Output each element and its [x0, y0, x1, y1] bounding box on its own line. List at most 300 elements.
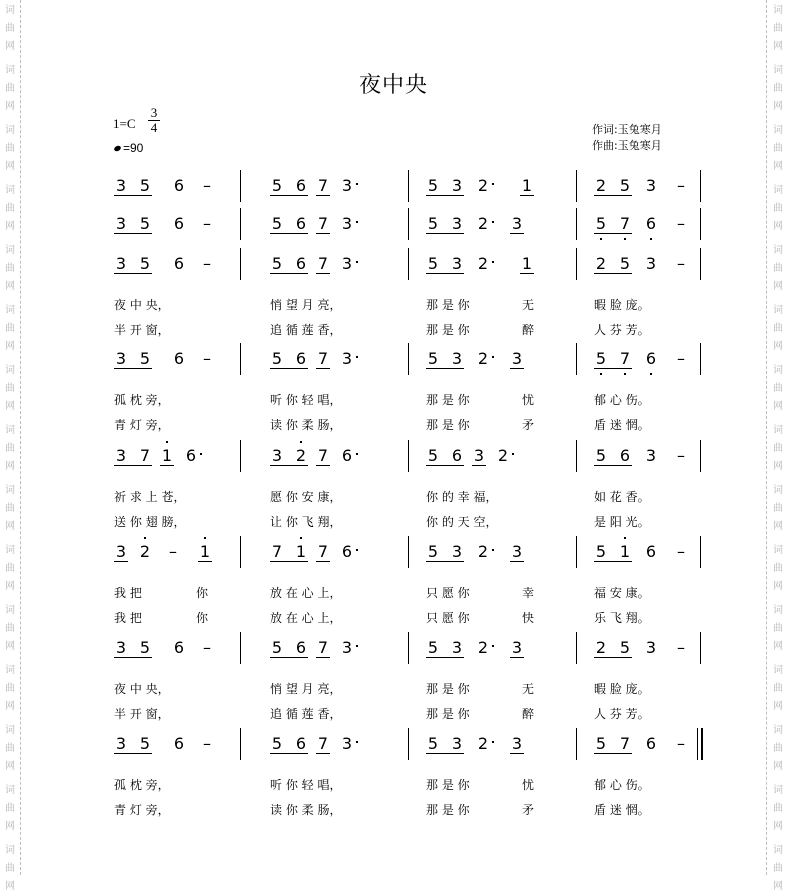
watermark-char: 网	[5, 281, 15, 292]
watermark-char: 曲	[773, 743, 783, 754]
watermark-char: 词	[5, 125, 15, 136]
note: 5	[595, 542, 607, 561]
beam-underline	[426, 273, 464, 274]
lyric-line-2: 只 愿 你	[426, 611, 470, 625]
watermark-char: 网	[773, 221, 783, 232]
barline	[408, 170, 409, 202]
lyric-line-1: 那 是 你	[426, 682, 470, 696]
beam-underline	[270, 561, 308, 562]
beam-underline	[594, 368, 632, 369]
high-octave-dot	[144, 537, 146, 539]
note: 2	[595, 638, 607, 657]
note: 6	[341, 446, 353, 465]
lyric-line-1: 夜 中 央，	[114, 298, 170, 312]
note: 7	[317, 446, 329, 465]
barline	[240, 536, 241, 568]
note: 5	[139, 638, 151, 657]
note: 5	[427, 734, 439, 753]
watermark-char: 词	[5, 245, 15, 256]
note: 3	[115, 214, 127, 233]
watermark-char: 曲	[5, 563, 15, 574]
beam-underline	[316, 233, 330, 234]
lyric-line-2: 放 在 心 上，	[270, 611, 342, 625]
watermark-char: 词	[773, 365, 783, 376]
note: 5	[271, 734, 283, 753]
note: 2	[477, 176, 489, 195]
note: 1	[619, 542, 631, 561]
note: 2	[295, 446, 307, 465]
lyric-line-1: 郁 心 伤。	[594, 393, 650, 407]
note: 3	[645, 446, 657, 465]
note: 3	[341, 214, 353, 233]
barline	[700, 440, 701, 472]
barline	[576, 728, 577, 760]
watermark-char: 网	[5, 701, 15, 712]
watermark-char: 曲	[773, 443, 783, 454]
note: 1	[521, 254, 533, 273]
beam-underline	[270, 368, 308, 369]
lyricist: 作词:玉兔寒月	[592, 123, 662, 136]
lyric-line-2: 那 是 你	[426, 707, 470, 721]
watermark-char: 曲	[5, 383, 15, 394]
barline	[408, 536, 409, 568]
barline	[240, 208, 241, 240]
note: 3	[473, 446, 485, 465]
watermark-char: 词	[5, 365, 15, 376]
high-octave-dot	[166, 441, 168, 443]
watermark-char: 词	[5, 605, 15, 616]
augmentation-dot	[492, 741, 494, 743]
barline	[700, 170, 701, 202]
beam-underline	[316, 657, 330, 658]
barline	[408, 208, 409, 240]
lyric-line-2: 乐 飞 翔。	[594, 611, 650, 625]
watermark-char: 曲	[5, 743, 15, 754]
note: 3	[645, 176, 657, 195]
lyric-line-2: 青 灯 旁，	[114, 803, 170, 817]
note: 2	[595, 176, 607, 195]
note: 3	[115, 734, 127, 753]
augmentation-dot	[356, 261, 358, 263]
lyric-line-1: 放 在 心 上，	[270, 586, 342, 600]
lyric-line-1: 那 是 你	[426, 393, 470, 407]
watermark-char: 词	[773, 425, 783, 436]
watermark-char: 网	[773, 461, 783, 472]
lyric-line-1: 夜 中 央，	[114, 682, 170, 696]
lyric-line-1: 暇 脸 庞。	[594, 682, 650, 696]
note: 3	[115, 446, 127, 465]
time-signature	[148, 106, 160, 135]
tempo-marking	[114, 141, 143, 155]
watermark-char: 网	[773, 881, 783, 892]
time-denominator: 4	[150, 120, 158, 135]
note: 5	[139, 349, 151, 368]
note: 3	[451, 214, 463, 233]
watermark-char: 曲	[773, 803, 783, 814]
quarter-note-icon	[113, 145, 121, 152]
note: 5	[595, 214, 607, 233]
watermark-char: 词	[773, 845, 783, 856]
note: 3	[341, 254, 353, 273]
watermark-char: 曲	[773, 143, 783, 154]
beam-underline	[114, 561, 128, 562]
high-octave-dot	[300, 537, 302, 539]
lyric-line-2: 青 灯 旁，	[114, 418, 170, 432]
note: 2	[497, 446, 509, 465]
lyric-line-2: 半 开 窗，	[114, 707, 170, 721]
watermark-char: 网	[773, 641, 783, 652]
watermark-char: 词	[5, 845, 15, 856]
low-octave-dot	[600, 238, 602, 240]
note: 6	[185, 446, 197, 465]
watermark-char: 词	[773, 605, 783, 616]
note: 6	[451, 446, 463, 465]
note: 5	[619, 176, 631, 195]
time-numerator: 3	[148, 106, 160, 121]
watermark-char: 网	[773, 581, 783, 592]
note: 3	[511, 638, 523, 657]
augmentation-dot	[356, 741, 358, 743]
beam-underline	[472, 465, 486, 466]
barline	[700, 248, 701, 280]
watermark-char: 曲	[773, 563, 783, 574]
barline	[700, 536, 701, 568]
notation-system	[0, 170, 787, 210]
note: 6	[341, 542, 353, 561]
barline	[408, 343, 409, 375]
note: 7	[317, 638, 329, 657]
watermark-char: 网	[5, 221, 15, 232]
note: 1	[521, 176, 533, 195]
watermark-char: 网	[5, 521, 15, 532]
notation-system	[0, 536, 787, 576]
note: –	[169, 542, 177, 561]
watermark-char: 曲	[773, 203, 783, 214]
note: 6	[295, 734, 307, 753]
watermark-char: 词	[773, 185, 783, 196]
lyric-line-1: 如 花 香。	[594, 490, 650, 504]
watermark-char: 曲	[773, 323, 783, 334]
beam-underline	[270, 273, 308, 274]
barline	[576, 170, 577, 202]
watermark-char: 词	[773, 245, 783, 256]
note: –	[203, 214, 211, 233]
note: 5	[427, 349, 439, 368]
watermark-char: 词	[773, 665, 783, 676]
beam-underline	[510, 368, 524, 369]
note: 3	[645, 254, 657, 273]
barline	[240, 440, 241, 472]
barline	[240, 632, 241, 664]
watermark-char: 网	[773, 701, 783, 712]
note: 2	[477, 542, 489, 561]
note: 3	[451, 254, 463, 273]
augmentation-dot	[492, 221, 494, 223]
note: 6	[173, 176, 185, 195]
watermark-char: 网	[5, 881, 15, 892]
note: 7	[271, 542, 283, 561]
watermark-char: 曲	[5, 263, 15, 274]
note: –	[677, 176, 685, 195]
watermark-char: 曲	[773, 83, 783, 94]
augmentation-dot	[492, 261, 494, 263]
barline	[576, 536, 577, 568]
note: 5	[139, 254, 151, 273]
barline	[700, 632, 701, 664]
watermark-char: 词	[773, 785, 783, 796]
beam-underline	[316, 561, 330, 562]
watermark-char: 词	[5, 65, 15, 76]
note: –	[677, 638, 685, 657]
low-octave-dot	[624, 238, 626, 240]
watermark-char: 曲	[5, 683, 15, 694]
watermark-char: 曲	[5, 323, 15, 334]
watermark-char: 词	[773, 5, 783, 16]
note: 5	[271, 214, 283, 233]
watermark-char: 曲	[5, 143, 15, 154]
augmentation-dot	[356, 183, 358, 185]
low-octave-dot	[650, 373, 652, 375]
lyric-line-2: 盾 迷 惘。	[594, 803, 650, 817]
note: 5	[271, 254, 283, 273]
watermark-char: 词	[5, 785, 15, 796]
beam-underline	[426, 657, 464, 658]
watermark-char: 网	[773, 41, 783, 52]
barline	[240, 343, 241, 375]
beam-underline	[510, 561, 524, 562]
watermark-char: 网	[5, 41, 15, 52]
lyric-line-1: 你 的 幸 福，	[426, 490, 498, 504]
watermark-char: 网	[773, 821, 783, 832]
watermark-char: 曲	[5, 623, 15, 634]
note: 3	[511, 349, 523, 368]
note: 3	[451, 734, 463, 753]
watermark-char: 词	[773, 125, 783, 136]
watermark-char: 词	[5, 425, 15, 436]
note: 6	[173, 254, 185, 273]
beam-underline	[114, 465, 152, 466]
watermark-char: 网	[5, 401, 15, 412]
beam-underline	[316, 368, 330, 369]
note: 7	[619, 349, 631, 368]
beam-underline	[270, 195, 308, 196]
lyric-line-1: 祈 求 上 苍，	[114, 490, 186, 504]
watermark-char: 词	[5, 545, 15, 556]
barline	[240, 248, 241, 280]
beam-underline	[114, 368, 152, 369]
low-octave-dot	[624, 373, 626, 375]
watermark-char: 词	[5, 485, 15, 496]
lyric-line-2: 那 是 你	[426, 803, 470, 817]
low-octave-dot	[650, 238, 652, 240]
high-octave-dot	[300, 441, 302, 443]
beam-underline	[510, 753, 524, 754]
lyric-line-1: 暇 脸 庞。	[594, 298, 650, 312]
barline	[408, 632, 409, 664]
note: 5	[427, 214, 439, 233]
note: 3	[451, 638, 463, 657]
beam-underline	[114, 657, 152, 658]
note: 7	[619, 214, 631, 233]
notation-system	[0, 343, 787, 383]
lyric-line-2: 是 阳 光。	[594, 515, 650, 529]
barline	[576, 632, 577, 664]
lyric-line-1: 听 你 轻 唱，	[270, 393, 342, 407]
note: 3	[271, 446, 283, 465]
beam-underline	[426, 753, 464, 754]
notation-system	[0, 248, 787, 288]
note: 6	[173, 214, 185, 233]
augmentation-dot	[356, 453, 358, 455]
note: 1	[161, 446, 173, 465]
note: 5	[271, 349, 283, 368]
lyric-line-2: 矛	[522, 803, 535, 817]
note: –	[203, 638, 211, 657]
watermark-char: 网	[773, 341, 783, 352]
note: 5	[139, 734, 151, 753]
beam-underline	[114, 195, 152, 196]
note: 7	[619, 734, 631, 753]
note: 2	[139, 542, 151, 561]
note: 5	[427, 542, 439, 561]
lyric-line-1: 郁 心 伤。	[594, 778, 650, 792]
note: 6	[173, 638, 185, 657]
watermark-char: 网	[5, 581, 15, 592]
lyric-line-2: 让 你 飞 翔，	[270, 515, 342, 529]
note: 5	[271, 638, 283, 657]
note: 6	[645, 542, 657, 561]
watermark-char: 曲	[5, 443, 15, 454]
beam-underline	[160, 465, 174, 466]
barline	[408, 728, 409, 760]
note: 7	[317, 176, 329, 195]
note: 6	[645, 214, 657, 233]
note: 6	[173, 734, 185, 753]
beam-underline	[594, 273, 632, 274]
lyric-line-2: 你 的 天 空，	[426, 515, 498, 529]
lyric-line-1: 福 安 康。	[594, 586, 650, 600]
note: 6	[295, 176, 307, 195]
lyric-line-1: 孤 枕 旁，	[114, 778, 170, 792]
barline	[576, 208, 577, 240]
beam-underline	[426, 561, 464, 562]
beam-underline	[270, 753, 308, 754]
note: 7	[139, 446, 151, 465]
note: 5	[427, 176, 439, 195]
barline	[576, 343, 577, 375]
lyric-line-2: 送 你 翅 膀，	[114, 515, 186, 529]
note: 5	[619, 254, 631, 273]
note: 6	[173, 349, 185, 368]
beam-underline	[594, 465, 632, 466]
lyric-line-1: 孤 枕 旁，	[114, 393, 170, 407]
lyric-line-1: 那 是 你	[426, 778, 470, 792]
watermark-char: 曲	[5, 863, 15, 874]
high-octave-dot	[624, 537, 626, 539]
note: –	[677, 349, 685, 368]
augmentation-dot	[356, 549, 358, 551]
note: 6	[619, 446, 631, 465]
notation-system	[0, 632, 787, 672]
note: 3	[115, 254, 127, 273]
beam-underline	[114, 753, 152, 754]
lyric-line-2: 你	[196, 611, 209, 625]
note: –	[203, 349, 211, 368]
watermark-char: 词	[5, 665, 15, 676]
note: 5	[427, 638, 439, 657]
note: 6	[295, 349, 307, 368]
note: 2	[477, 734, 489, 753]
lyric-line-2: 追 循 莲 香，	[270, 707, 342, 721]
watermark-char: 曲	[773, 863, 783, 874]
lyric-line-1: 听 你 轻 唱，	[270, 778, 342, 792]
watermark-char: 网	[773, 281, 783, 292]
lyric-line-2: 快	[522, 611, 535, 625]
note: 7	[317, 349, 329, 368]
note: 6	[295, 254, 307, 273]
lyric-line-2: 矛	[522, 418, 535, 432]
note: –	[203, 734, 211, 753]
lyric-line-2: 那 是 你	[426, 418, 470, 432]
note: 7	[317, 254, 329, 273]
note: 3	[341, 176, 353, 195]
note: –	[203, 254, 211, 273]
note: 2	[477, 638, 489, 657]
beam-underline	[426, 465, 464, 466]
watermark-char: 词	[773, 725, 783, 736]
watermark-char: 曲	[773, 623, 783, 634]
watermark-char: 网	[5, 761, 15, 772]
watermark-char: 网	[773, 761, 783, 772]
note: 3	[341, 638, 353, 657]
note: 6	[295, 638, 307, 657]
watermark-char: 网	[5, 461, 15, 472]
barline	[576, 440, 577, 472]
watermark-char: 曲	[5, 803, 15, 814]
lyric-line-1: 忧	[522, 778, 535, 792]
watermark-char: 网	[5, 341, 15, 352]
note: 3	[451, 176, 463, 195]
watermark-char: 曲	[773, 383, 783, 394]
lyric-line-1: 那 是 你	[426, 298, 470, 312]
beam-underline	[426, 368, 464, 369]
augmentation-dot	[492, 645, 494, 647]
beam-underline	[520, 273, 534, 274]
watermark-char: 网	[5, 821, 15, 832]
tempo-value: =90	[123, 141, 144, 155]
watermark-char: 网	[773, 401, 783, 412]
high-octave-dot	[204, 537, 206, 539]
watermark-char: 词	[773, 545, 783, 556]
augmentation-dot	[200, 453, 202, 455]
lyric-line-2: 那 是 你	[426, 323, 470, 337]
watermark-char: 网	[5, 101, 15, 112]
note: 5	[271, 176, 283, 195]
beam-underline	[316, 273, 330, 274]
lyric-line-1: 悄 望 月 亮，	[270, 298, 342, 312]
beam-underline	[594, 657, 632, 658]
barline	[700, 208, 701, 240]
watermark-char: 网	[773, 101, 783, 112]
song-title: 夜中央	[358, 73, 428, 98]
note: –	[677, 542, 685, 561]
lyric-line-2: 读 你 柔 肠，	[270, 803, 342, 817]
lyric-line-1: 愿 你 安 康，	[270, 490, 342, 504]
note: 3	[645, 638, 657, 657]
beam-underline	[426, 195, 464, 196]
augmentation-dot	[492, 356, 494, 358]
lyric-line-2: 读 你 柔 肠，	[270, 418, 342, 432]
